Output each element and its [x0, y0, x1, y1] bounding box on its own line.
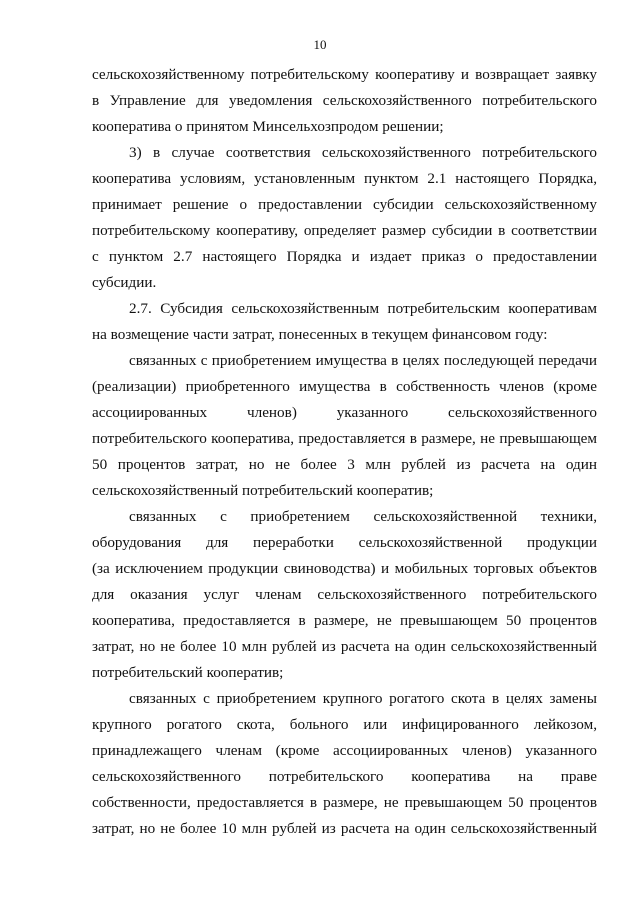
text-line: кооператива, предоставляется в размере, не превышающем 50 процентов [92, 612, 597, 629]
text-line: затрат, но не более 10 млн рублей из расчета на один сельскохозяйственный [92, 638, 597, 655]
text-line: потребительского кооператива, предоставляется в размере, не превышающем [92, 430, 597, 447]
document-body [92, 62, 597, 842]
text-line: связанных с приобретением крупного рогатого скота в целях замены [129, 690, 597, 707]
text-line: принадлежащего членам (кроме ассоциированных членов) указанного [92, 742, 597, 759]
text-line: затрат, но не более 10 млн рублей из расчета на один сельскохозяйственный [92, 820, 597, 837]
text-line: 2.7. Субсидия сельскохозяйственным потребительским кооперативам [129, 300, 597, 317]
text-line: кооператива о принятом Минсельхозпродом решении; [92, 118, 444, 135]
text-line: с пунктом 2.7 настоящего Порядка и издает приказ о предоставлении [92, 248, 597, 265]
text-line: на возмещение части затрат, понесенных в текущем финансовом году: [92, 326, 548, 343]
text-line: 50 процентов затрат, но не более 3 млн рублей из расчета на один [92, 456, 597, 473]
text-line: оборудования для переработки сельскохозяйственной продукции [92, 534, 597, 551]
text-line: ассоциированных членов) указанного сельскохозяйственного [92, 404, 597, 421]
text-line: принимает решение о предоставлении субсидии сельскохозяйственному [92, 196, 597, 213]
text-line: связанных с приобретением сельскохозяйственной техники, [129, 508, 597, 525]
text-line: кооператива условиям, установленным пунктом 2.1 настоящего Порядка, [92, 170, 597, 187]
text-line: (за исключением продукции свиноводства) и мобильных торговых объектов [92, 560, 597, 577]
text-line: сельскохозяйственного потребительского кооператива на праве [92, 768, 597, 785]
text-line: 3) в случае соответствия сельскохозяйственного потребительского [129, 144, 597, 161]
text-line: (реализации) приобретенного имущества в собственность членов (кроме [92, 378, 597, 395]
text-line: собственности, предоставляется в размере, не превышающем 50 процентов [92, 794, 597, 811]
text-line: в Управление для уведомления сельскохозяйственного потребительского [92, 92, 597, 109]
text-line: сельскохозяйственный потребительский кооператив; [92, 482, 434, 499]
page-number: 10 [313, 37, 327, 52]
text-line: связанных с приобретением имущества в целях последующей передачи [129, 352, 597, 369]
text-line: потребительский кооператив; [92, 664, 284, 681]
text-line: сельскохозяйственному потребительскому кооперативу и возвращает заявку [92, 66, 597, 83]
text-line: крупного рогатого скота, больного или инфицированного лейкозом, [92, 716, 597, 733]
text-line: для оказания услуг членам сельскохозяйственного потребительского [92, 586, 597, 603]
text-line: субсидии. [92, 274, 157, 291]
text-line: потребительскому кооперативу, определяет размер субсидии в соответствии [92, 222, 597, 239]
